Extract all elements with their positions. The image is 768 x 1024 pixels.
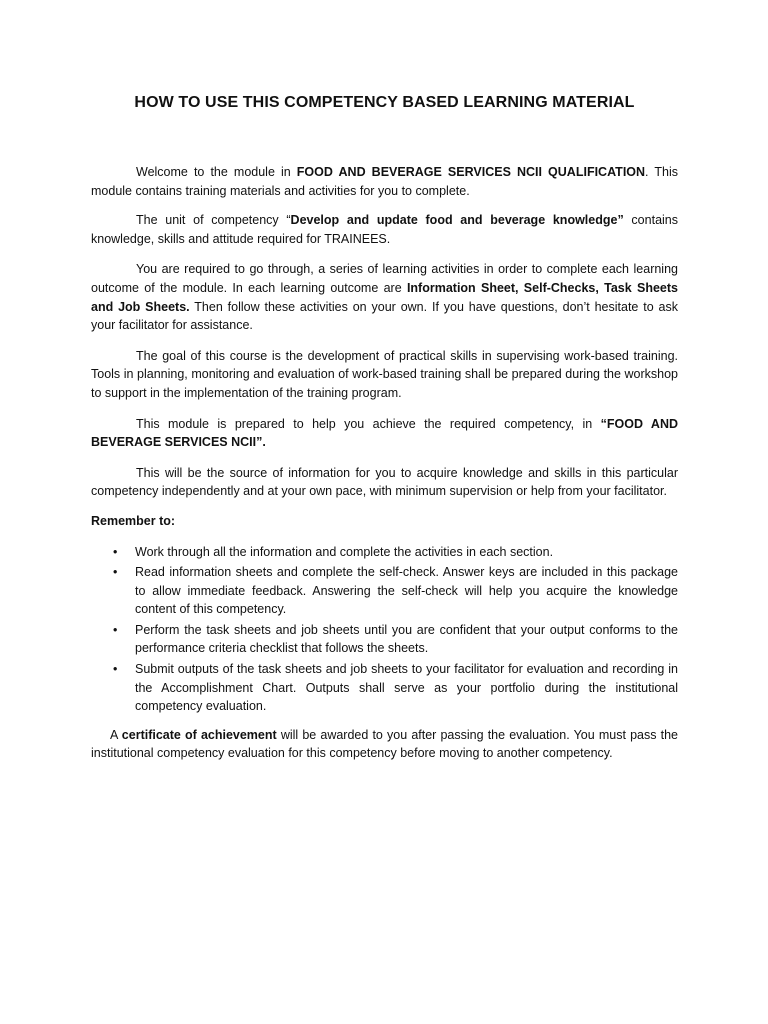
reminder-list: [91, 543, 678, 716]
qualification-name: FOOD AND BEVERAGE SERVICES NCII QUALIFICATION: [296, 165, 646, 179]
welcome-text-cont: . This module contains training materials and activities for you to complete.: [91, 165, 678, 198]
page-title: HOW TO USE THIS COMPETENCY BASED LEARNING MATERIAL: [134, 94, 635, 111]
document-page: [91, 94, 678, 776]
learning-activities-paragraph: [91, 260, 678, 334]
list-item: [91, 660, 678, 716]
list-item-text: Work through all the information and complete the activities in each section.: [135, 544, 554, 559]
list-item-text: Read information sheets and complete the self-check. Answer keys are included in this package to allow immediate feedback. Answering the self-check will help you acquire the knowledge content of this competency.: [135, 565, 678, 617]
bullet-icon: •: [113, 622, 118, 637]
information-source-paragraph: This will be the source of information for you to acquire knowledge and skills in this particular competency independently and at your own pace, with minimum supervision or help from your facilitator.: [91, 465, 678, 499]
activities-text-cont: Then follow these activities on your own. If you have questions, don’t hesitate to ask your facilitator for assistance.: [91, 299, 678, 333]
list-item: [91, 543, 678, 562]
module-purpose-paragraph: [91, 415, 678, 452]
remember-heading: Remember to:: [91, 513, 176, 528]
bullet-icon: •: [113, 544, 118, 559]
unit-text: The unit of competency “: [136, 213, 291, 228]
welcome-text: Welcome to the module in: [136, 165, 297, 179]
bullet-icon: •: [113, 565, 118, 580]
list-item: [91, 563, 678, 619]
certificate-text: A: [110, 727, 122, 742]
purpose-text: This module is prepared to help you achieve the required competency, in: [136, 416, 601, 431]
certificate-paragraph: [91, 726, 678, 763]
welcome-paragraph: [91, 163, 678, 200]
activities-text: You are required to go through, a series of learning activities in order to complete each learning outcome of the module. In each learning outcome are: [91, 262, 678, 295]
certificate-text-cont: will be awarded to you after passing the evaluation. You must pass the institutional competency evaluation for this competency before moving to another competency.: [91, 727, 678, 761]
unit-text-cont: contains knowledge, skills and attitude required for TRAINEES.: [91, 213, 678, 246]
unit-of-competency-paragraph: [91, 211, 678, 248]
certificate-name: certificate of achievement: [121, 727, 277, 742]
list-item-text: Perform the task sheets and job sheets until you are confident that your output conforms to the performance criteria checklist that follows the sheets.: [135, 622, 678, 656]
course-goal-paragraph: The goal of this course is the development of practical skills in supervising work-based training. Tools in planning, monitoring and evaluation of work-based training shall be prepared during the workshop to support in the implementation of the training program.: [91, 348, 678, 400]
competency-name: “FOOD AND BEVERAGE SERVICES NCII”.: [91, 416, 678, 450]
list-item: [91, 621, 678, 658]
bullet-icon: •: [113, 662, 118, 677]
activity-types: Information Sheet, Self-Checks, Task Sheets and Job Sheets.: [91, 280, 678, 314]
unit-name: Develop and update food and beverage knowledge”: [290, 213, 624, 228]
list-item-text: Submit outputs of the task sheets and job sheets to your facilitator for evaluation and recording in the Accomplishment Chart. Outputs shall serve as your portfolio during the institutional competency evaluation.: [135, 662, 678, 714]
